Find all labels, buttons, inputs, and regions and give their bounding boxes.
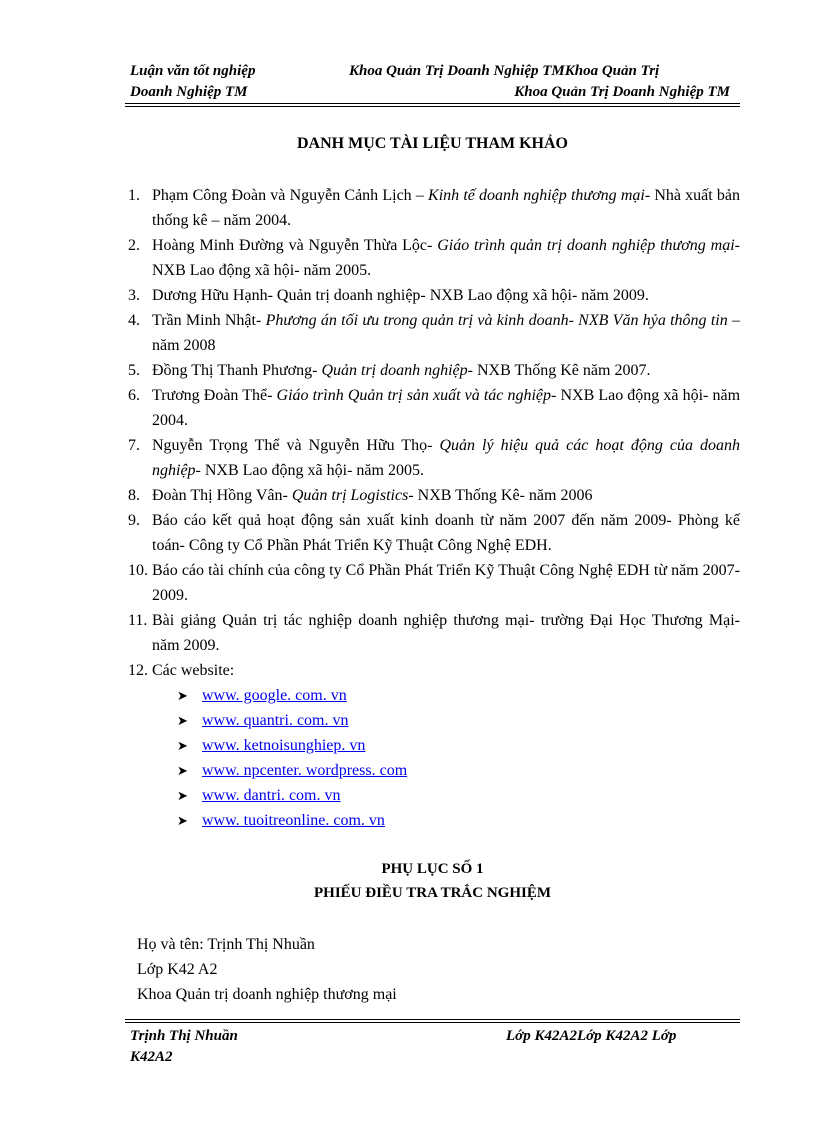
reference-number: 2.: [128, 237, 140, 254]
reference-number: 3.: [128, 287, 140, 304]
website-list-item: [177, 783, 341, 809]
website-link-npcenter[interactable]: www. npcenter. wordpress. com: [202, 762, 408, 779]
reference-number: 1.: [128, 187, 140, 204]
reference-item: [128, 183, 740, 233]
reference-number: 12.: [128, 662, 148, 679]
website-link-ketnoisunghiep[interactable]: www. ketnoisunghiep. vn: [202, 737, 366, 754]
reference-text: Trương Đoàn Thể- Giáo trình Quản trị sản xuất và tác nghiệp- NXB Lao động xã hội- năm 2004.: [152, 387, 741, 429]
website-link-quantri[interactable]: www. quantri. com. vn: [202, 712, 349, 729]
reference-text: Hoàng Minh Đường và Nguyễn Thừa Lộc- Giáo trình quản trị doanh nghiệp thương mại- NXB Lao động xã hội- năm 2005.: [152, 237, 740, 279]
arrow-bullet-icon: ➤: [177, 739, 188, 754]
website-link-dantri[interactable]: www. dantri. com. vn: [202, 787, 341, 804]
footer-rule: [125, 1019, 740, 1020]
arrow-bullet-icon: ➤: [177, 789, 188, 804]
reference-number: 10.: [128, 562, 148, 579]
footer-class: Lớp K42A2Lớp K42A2 Lớp: [506, 1028, 677, 1044]
footer-class-2: K42A2: [130, 1049, 173, 1065]
website-list-item: [177, 808, 385, 834]
reference-item: [128, 483, 740, 508]
reference-number: 7.: [128, 437, 140, 454]
website-list-item: [177, 758, 407, 784]
page-header-line2: [130, 82, 730, 102]
footer-rule-2: [125, 1022, 740, 1023]
reference-number: 6.: [128, 387, 140, 404]
header-department-label: Doanh Nghiệp TM: [130, 84, 248, 100]
reference-text: Đồng Thị Thanh Phương- Quản trị doanh nghiệp- NXB Thống Kê năm 2007.: [152, 362, 651, 379]
arrow-bullet-icon: ➤: [177, 814, 188, 829]
reference-text: Dương Hữu Hạnh- Quản trị doanh nghiệp- NXB Lao động xã hội- năm 2009.: [152, 287, 649, 304]
reference-item: [128, 608, 740, 658]
reference-number: 8.: [128, 487, 140, 504]
reference-number: 4.: [128, 312, 140, 329]
appendix-title: PHỤ LỤC SỐ 1: [381, 861, 484, 877]
reference-number: 11.: [128, 612, 148, 629]
reference-number: 5.: [128, 362, 140, 379]
reference-item: [128, 558, 740, 608]
respondent-faculty: Khoa Quản trị doanh nghiệp thương mại: [137, 986, 397, 1003]
reference-text: Trần Minh Nhật- Phương án tối ưu trong quản trị và kinh doanh- NXB Văn hỷa thông tin – năm 2008: [152, 312, 740, 354]
reference-text: Các website:: [152, 662, 235, 679]
website-list-item: [177, 733, 365, 759]
header-rule: [125, 103, 740, 104]
header-thesis-label: Luận văn tốt nghiệp: [130, 63, 256, 79]
reference-item: [128, 383, 740, 433]
reference-item: [128, 233, 740, 283]
reference-item: [128, 658, 740, 683]
reference-item: [128, 283, 740, 308]
reference-item: [128, 508, 740, 558]
survey-title: PHIẾU ĐIỀU TRA TRẮC NGHIỆM: [314, 885, 551, 901]
reference-text: Phạm Công Đoàn và Nguyễn Cảnh Lịch – Kinh tế doanh nghiệp thương mại- Nhà xuất bản thống kê – năm 2004.: [152, 187, 741, 229]
arrow-bullet-icon: ➤: [177, 764, 188, 779]
website-list-item: [177, 683, 347, 709]
reference-text: Bài giảng Quản trị tác nghiệp doanh nghiệp thương mại- trường Đại Học Thương Mại- năm 2009.: [152, 612, 740, 654]
website-list-item: [177, 708, 349, 734]
page-header: [130, 61, 730, 81]
references-title: DANH MỤC TÀI LIỆU THAM KHẢO: [297, 135, 568, 152]
header-rule-2: [125, 106, 740, 107]
reference-item: [128, 308, 740, 358]
reference-text: Nguyễn Trọng Thể và Nguyễn Hữu Thọ- Quản lý hiệu quả các hoạt động của doanh nghiệp- NXB Lao động xã hội- năm 2005.: [152, 437, 740, 479]
respondent-class: Lớp K42 A2: [137, 961, 218, 978]
footer-author: Trịnh Thị Nhuần: [130, 1028, 238, 1044]
website-link-tuoitreonline[interactable]: www. tuoitreonline. com. vn: [202, 812, 385, 829]
reference-number: 9.: [128, 512, 140, 529]
arrow-bullet-icon: ➤: [177, 689, 188, 704]
reference-item: [128, 358, 740, 383]
header-faculty-label-2: Khoa Quản Trị Doanh Nghiệp TM: [514, 84, 730, 100]
website-link-google[interactable]: www. google. com. vn: [202, 687, 347, 704]
header-faculty-label: Khoa Quản Trị Doanh Nghiệp TMKhoa Quản Trị: [349, 63, 660, 79]
reference-text: Đoàn Thị Hồng Vân- Quản trị Logistics- NXB Thống Kê- năm 2006: [152, 487, 593, 504]
arrow-bullet-icon: ➤: [177, 714, 188, 729]
respondent-name: Họ và tên: Trịnh Thị Nhuần: [137, 936, 315, 953]
reference-text: Báo cáo kết quả hoạt động sản xuất kinh doanh từ năm 2007 đến năm 2009- Phòng kế toán- Công ty Cổ Phần Phát Triển Kỹ Thuật Công Nghệ EDH.: [152, 512, 740, 554]
reference-item: [128, 433, 740, 483]
reference-text: Báo cáo tài chính của công ty Cổ Phần Phát Triển Kỹ Thuật Công Nghệ EDH từ năm 2007- 2009.: [152, 562, 740, 604]
